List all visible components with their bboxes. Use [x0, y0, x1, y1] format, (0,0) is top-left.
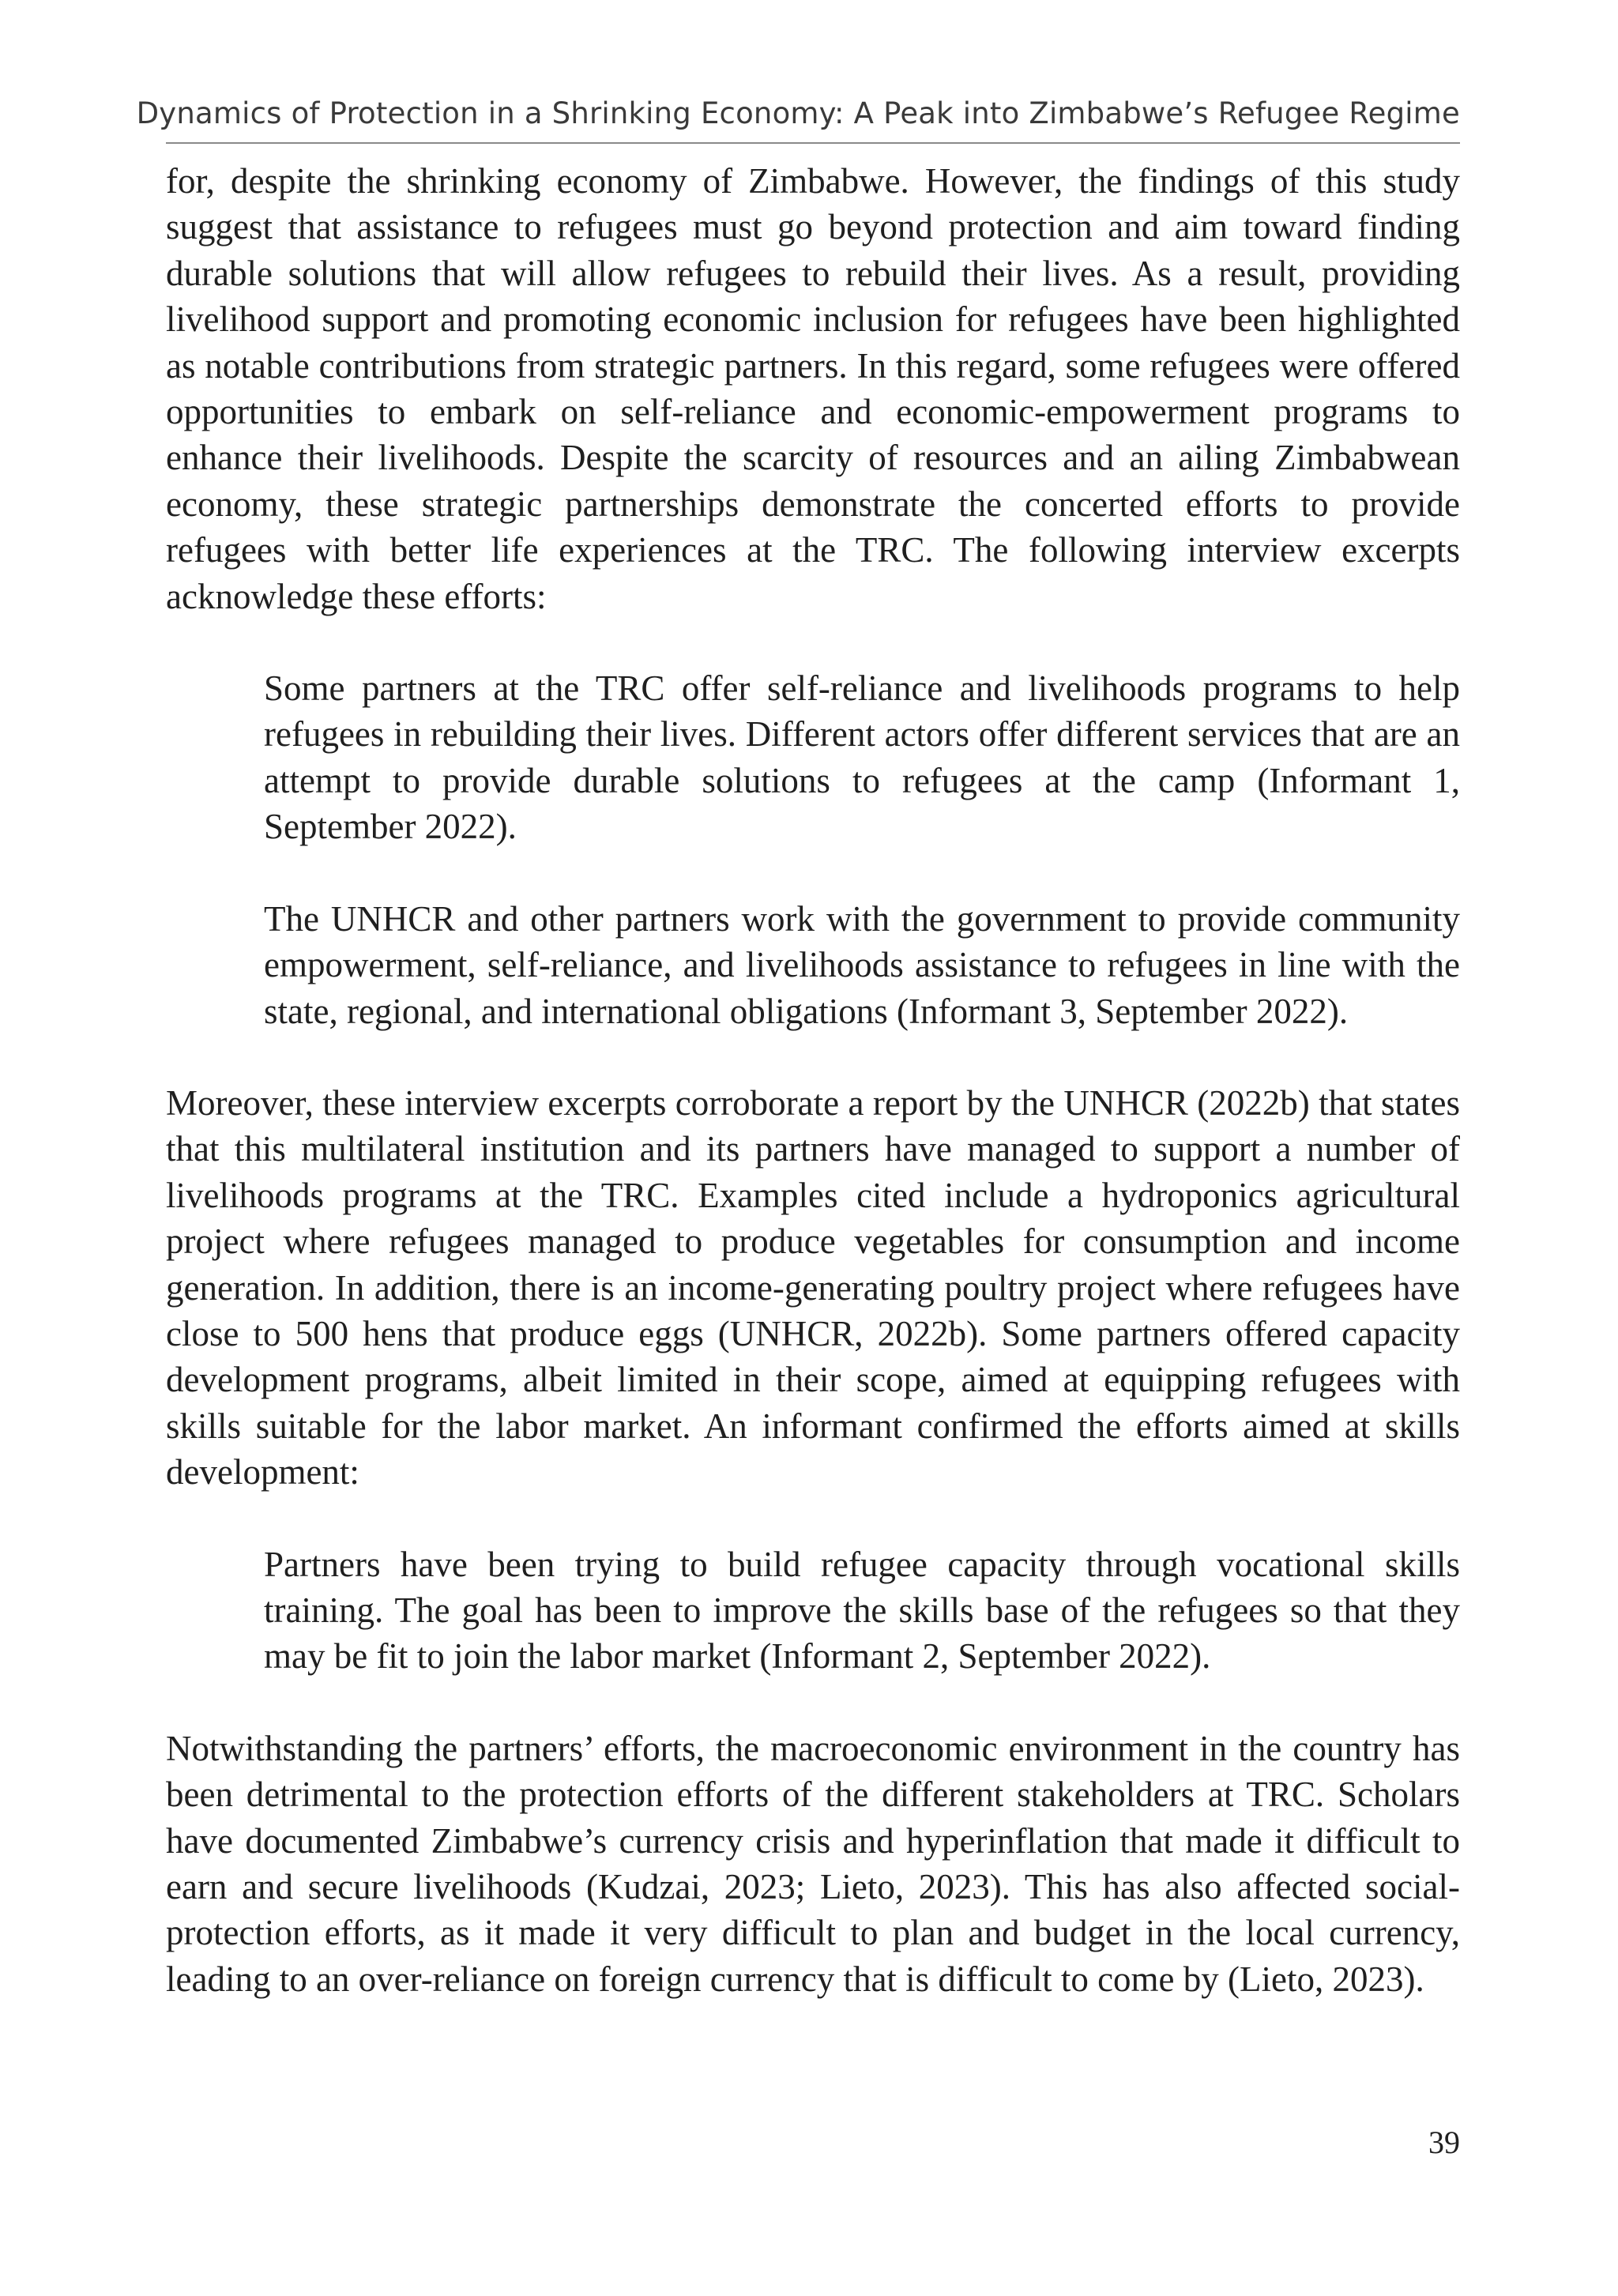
paragraph-3: Notwithstanding the partners’ efforts, the macroeconomic environment in the country has been detrimental to the protection efforts of the different stakeholders at TRC. Scholars have documented Zimbabwe’s currency crisis and hyperinflation that made it difficult to earn and secure livelihoods (Kudzai, 2023; Lieto, 2023). This has also affected social-protection efforts, as it made it very difficult to plan and budget in the local currency, leading to an over-reliance on foreign currency that is difficult to come by (Lieto, 2023). — [166, 1728, 1460, 1999]
block-quote-1: Some partners at the TRC offer self-reliance and livelihoods programs to help refugees in rebuilding their lives. Different actors offer different services that are an attempt to provide durable solutions to refugees at the camp (Informant 1, September 2022). — [264, 668, 1460, 847]
book-page — [136, 0, 1460, 2296]
block-quote-3: Partners have been trying to build refugee capacity through vocational skills training. The goal has been to improve the skills base of the refugees so that they may be fit to join the labor market (Informant 2, September 2022). — [264, 1544, 1460, 1677]
paragraph-2: Moreover, these interview excerpts corroborate a report by the UNHCR (2022b) that states that this multilateral institution and its partners have managed to support a number of livelihoods programs at the TRC. Examples cited include a hydroponics agricultural project where refugees managed to produce vegetables for consumption and income generation. In addition, there is an income-generating poultry project where refugees have close to 500 hens that produce eggs (UNHCR, 2022b). Some partners offered capacity development programs, albeit limited in their scope, aimed at equipping refugees with skills suitable for the labor market. An informant confirmed the efforts aimed at skills development: — [166, 1082, 1460, 1492]
spacer — [166, 850, 1460, 896]
page-number: 39 — [1428, 2125, 1460, 2160]
spacer — [166, 1496, 1460, 1541]
body-text — [166, 158, 1460, 2002]
spacer — [166, 619, 1460, 665]
spacer — [166, 1680, 1460, 1726]
spacer — [166, 1034, 1460, 1080]
running-header: Dynamics of Protection in a Shrinking Economy: A Peak into Zimbabwe’s Refugee Regime — [136, 96, 1460, 130]
paragraph-1: for, despite the shrinking economy of Zimbabwe. However, the findings of this study suggest that assistance to refugees must go beyond protection and aim toward finding durable solutions that will allow refugees to rebuild their lives. As a result, providing livelihood support and promoting economic inclusion for refugees have been highlighted as notable contributions from strategic partners. In this regard, some refugees were offered opportunities to embark on self-reliance and economic-empowerment programs to enhance their livelihoods. Despite the scarcity of resources and an ailing Zimbabwean economy, these strategic partnerships demonstrate the concerted efforts to provide refugees with better life experiences at the TRC. The following interview excerpts acknowledge these efforts: — [166, 161, 1460, 616]
block-quote-2: The UNHCR and other partners work with the government to provide community empowerment, self-reliance, and livelihoods assistance to refugees in line with the state, regional, and international obligations (Informant 3, September 2022). — [264, 898, 1460, 1031]
header-rule — [166, 142, 1460, 144]
